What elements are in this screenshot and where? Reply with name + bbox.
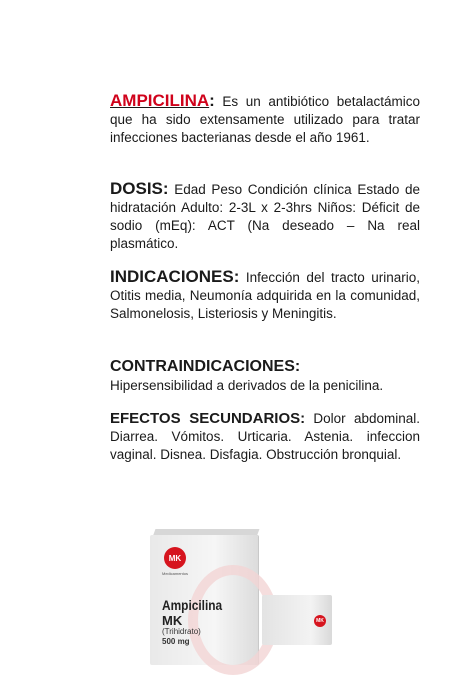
product-brand: MK xyxy=(162,613,183,628)
mk-logo: MK xyxy=(164,547,186,569)
indicaciones-heading: INDICACIONES: xyxy=(110,267,240,286)
product-name: Ampicilina xyxy=(162,597,223,613)
ampicilina-heading: AMPICILINA xyxy=(110,91,210,110)
product-box-large xyxy=(150,535,258,665)
ampicilina-body: Es un antibiótico betalactámico que ha sido extensamente utilizado para tratar infecciones bacterianas desde el año 1961. xyxy=(110,94,420,145)
section-dosis xyxy=(110,180,420,253)
dosis-body: Edad Peso Condición clínica Estado de hidratación Adulto: 2-3L x 2-3hrs Niños: Déficit de sodio (mEq): ACT (Na deseado – Na real plasmático. xyxy=(110,182,420,251)
section-contraindicaciones xyxy=(110,358,420,395)
product-subtitle: (Trihidrato) xyxy=(162,627,201,636)
indicaciones-body: Infección del tracto urinario, Otitis media, Neumonía adquirida en la comunidad, Salmonelosis, Listeriosis y Meningitis. xyxy=(110,270,420,321)
contraindicaciones-body: Hipersensibilidad a derivados de la penicilina. xyxy=(110,378,384,393)
efectos-heading: EFECTOS SECUNDARIOS: xyxy=(110,410,306,427)
efectos-body: Dolor abdominal. Diarrea. Vómitos. Urticaria. Astenia. infeccion vaginal. Disnea. Disfagia. Obstrucción bronquial. xyxy=(110,411,420,462)
dosis-heading: DOSIS: xyxy=(110,179,169,198)
ampicilina-heading-colon: : xyxy=(209,91,215,110)
product-photo xyxy=(140,525,340,646)
mk-logo-small: MK xyxy=(314,615,326,627)
product-box-small xyxy=(262,595,332,645)
section-ampicilina xyxy=(110,92,420,147)
product-dose: 500 mg xyxy=(162,637,190,646)
section-efectos xyxy=(110,410,420,464)
mk-logo-caption: Medicamentos xyxy=(161,571,188,576)
section-indicaciones xyxy=(110,268,420,323)
contraindicaciones-heading: CONTRAINDICACIONES: xyxy=(110,358,301,375)
